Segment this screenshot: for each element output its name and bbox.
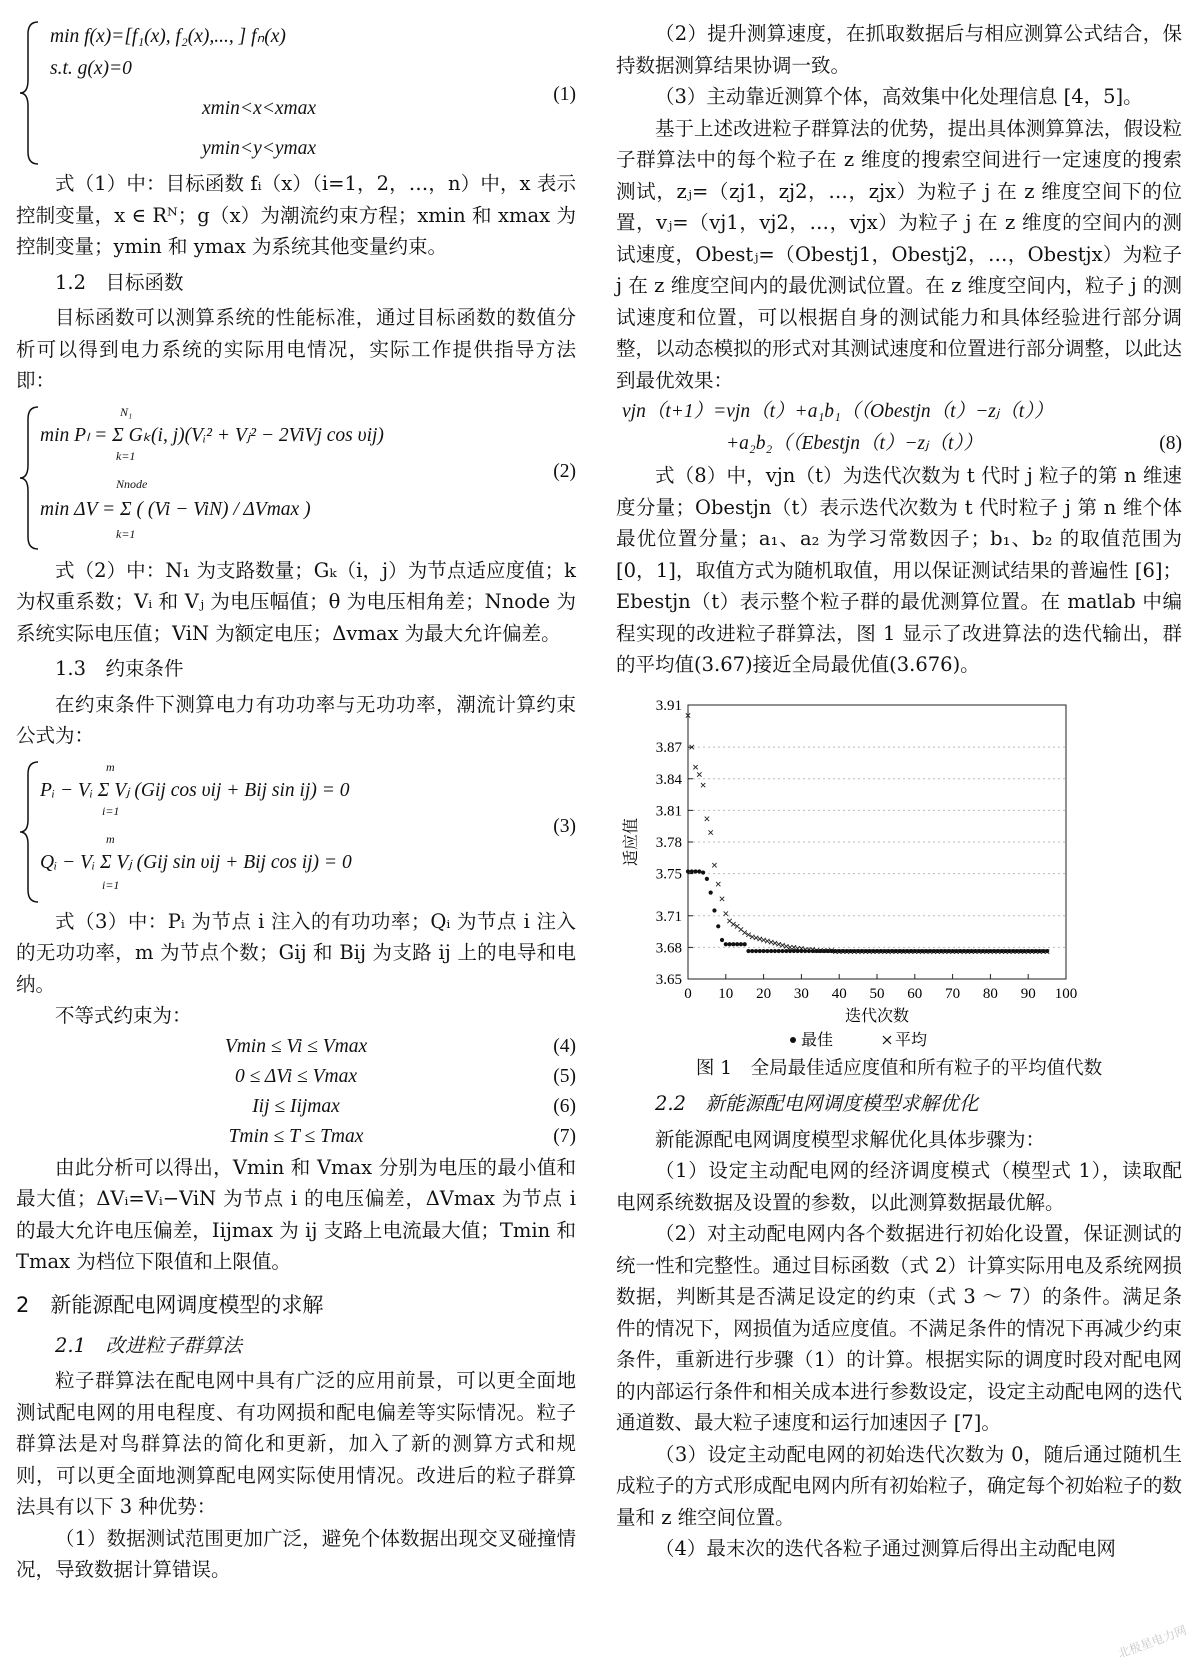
best-point [697, 869, 701, 873]
best-point [875, 948, 879, 952]
best-point [739, 942, 743, 946]
best-point [1007, 948, 1011, 952]
inequality-expr: Vmin ≤ Vi ≤ Vmax [224, 1035, 368, 1057]
inequality-7 [16, 1122, 576, 1152]
eq3-sum1-bottom: i=1 [102, 803, 120, 818]
best-point [769, 948, 773, 952]
best-point [780, 948, 784, 952]
best-point [981, 948, 985, 952]
avg-point [693, 764, 697, 768]
x-axis-label: 迭代次数 [844, 1005, 910, 1025]
legend-avg-marker [883, 1036, 891, 1044]
convergence-chart [616, 695, 1182, 1047]
brace-icon [16, 18, 46, 168]
best-point [746, 948, 750, 952]
eq8-line2: +a₂b₂（（Ebestjn（t）−zⱼ（t）） [726, 433, 983, 454]
avg-point [708, 830, 712, 834]
best-point [924, 948, 928, 952]
watermark: 北极星电力网 [1115, 1623, 1189, 1661]
best-point [792, 948, 796, 952]
best-point [943, 948, 947, 952]
inequality-number: (6) [553, 1095, 576, 1117]
best-point [1034, 948, 1038, 952]
inequality-4 [16, 1032, 576, 1062]
eq2-line1: min Pₗ = Σ Gₖ(i, j)(Vᵢ² + Vⱼ² − 2ViVj cos υij) [40, 424, 384, 446]
best-point [788, 948, 792, 952]
inequality-expr: Iij ≤ Iijmax [252, 1095, 340, 1117]
equation-8 [616, 396, 1182, 460]
best-point [886, 948, 890, 952]
right-column [616, 18, 1182, 1565]
paragraph: （2）对主动配电网内各个数据进行初始化设置，保证测试的统一性和完整性。通过目标函数（式 2）计算实际用电及系统网损数据，判断其是否满足设定的约束（式 3 ～ 7）的条件。满足条件的情况下，网损值为适应度值。不满足条件的情况下再减少约束条件，重新进行步骤（1）的计算。根据实际的调度时段对配电网的内部运行条件和相关成本进行参数设定，设定主动配电网的迭代通道数、最大粒子速度和运行加速因子 [7]。 [616, 1222, 1182, 1434]
best-point [848, 948, 852, 952]
eq3-sum1-top: m [106, 759, 115, 774]
section-heading-2-1: 2.1 改进粒子群算法 [55, 1333, 243, 1357]
best-point [962, 948, 966, 952]
eq2-sum1-bottom: k=1 [116, 448, 136, 463]
best-point [731, 942, 735, 946]
eq3-line2: Qᵢ − Vᵢ Σ Vⱼ (Gij sin υij + Bij cos ij) = 0 [40, 851, 352, 873]
avg-point [780, 943, 784, 947]
best-point [992, 948, 996, 952]
eq2-number: (2) [553, 460, 576, 482]
best-point [765, 948, 769, 952]
eq1-line3: xmin<x<xmax [202, 98, 317, 119]
y-tick-label: 3.81 [655, 802, 682, 819]
eq2-sum2-bottom: k=1 [116, 526, 136, 541]
best-point [901, 948, 905, 952]
best-point [905, 948, 909, 952]
paragraph: （1）数据测试范围更加广泛，避免个体数据出现交叉碰撞情况，导致数据计算错误。 [16, 1526, 576, 1581]
best-point [864, 948, 868, 952]
eq8-line1: vjn（t+1）=vjn（t）+a₁b₁（（Obestjn（t）−zⱼ（t）） [622, 401, 1054, 422]
eq1-line2: s.t. g(x)=0 [50, 58, 132, 79]
best-point [920, 948, 924, 952]
paragraph: （2）提升测算速度，在抓取数据后与相应测算公式结合，保持数据测算结果协调一致。 [616, 22, 1182, 77]
best-point [1041, 948, 1045, 952]
y-tick-label: 3.78 [655, 834, 682, 851]
best-point [1026, 948, 1030, 952]
x-tick-label: 50 [869, 985, 885, 1002]
avg-point [784, 944, 788, 948]
best-point [686, 869, 690, 873]
best-point [712, 908, 716, 912]
avg-point [754, 935, 758, 939]
paragraph: 式（1）中：目标函数 fᵢ（x）（i=1，2，…，n）中，x 表示控制变量，x ∈ Rᴺ；g（x）为潮流约束方程；xmin 和 xmax 为控制变量；ymin 和 ymax 为系统其他变量约束。 [16, 172, 576, 258]
figure-1 [616, 695, 1182, 1047]
best-point [1003, 948, 1007, 952]
best-point [988, 948, 992, 952]
eq2-sum1-top: N₁ [120, 404, 133, 419]
best-point [969, 948, 973, 952]
equation-1 [16, 18, 576, 168]
best-point [894, 948, 898, 952]
best-point [958, 948, 962, 952]
best-point [724, 942, 728, 946]
y-tick-label: 3.87 [655, 739, 682, 756]
best-point [818, 948, 822, 952]
best-point [833, 948, 837, 952]
x-tick-label: 100 [1054, 985, 1078, 1002]
paragraph: 粒子群算法在配电网中具有广泛的应用前景，可以更全面地测试配电网的用电程度、有功网损和配电偏差等实际情况。粒子群算法是对鸟群算法的简化和更新，加入了新的测算方式和规则，可以更全面地测算配电网实际使用情况。改进后的粒子群算法具有以下 3 种优势： [16, 1369, 576, 1518]
x-tick-label: 0 [684, 985, 692, 1002]
best-point [837, 948, 841, 952]
best-point [754, 948, 758, 952]
eq3-sum2-top: m [106, 831, 115, 846]
best-point [951, 948, 955, 952]
x-tick-label: 30 [793, 985, 809, 1002]
best-point [693, 869, 697, 873]
section-heading-2: 2 新能源配电网调度模型的求解 [16, 1292, 324, 1317]
y-tick-label: 3.75 [655, 866, 682, 883]
best-point [947, 948, 951, 952]
avg-point [724, 911, 728, 915]
best-point [913, 948, 917, 952]
avg-point [769, 939, 773, 943]
inequality-number: (5) [553, 1065, 576, 1087]
inequality-expr: Tmin ≤ T ≤ Tmax [228, 1125, 364, 1147]
best-point [879, 948, 883, 952]
best-point [773, 948, 777, 952]
avg-point [773, 940, 777, 944]
x-tick-label: 70 [945, 985, 961, 1002]
avg-point [765, 938, 769, 942]
best-point [1019, 948, 1023, 952]
y-tick-label: 3.91 [655, 697, 682, 714]
eq2-sum2-top: Nnode [116, 476, 148, 491]
best-point [954, 948, 958, 952]
eq3-line1: Pᵢ − Vᵢ Σ Vⱼ (Gij cos υij + Bij sin ij) = 0 [40, 779, 350, 801]
paragraph: 基于上述改进粒子群算法的优势，提出具体测算算法，假设粒子群算法中的每个粒子在 z 维度的搜索空间进行一定速度的搜索测试，zⱼ=（zj1，zj2，…，zjx）为粒子 j 在 z 维度空间下的位置，vⱼ=（vj1，vj2，…，vjx）为粒子 j 在 z 维度的空间内的测试速度，Obestⱼ=（Obestj1，Obestj2，…，Obestjx）为粒子 j 在 z 维度空间内的最优测试位置。在 z 维度空间内，粒子 j 的测试速度和位置，可以根据自身的测试能力和具体经验进行部分调整，以动态模拟的形式对其测试速度和位置进行部分调整，以此达到最优效果： [616, 116, 1182, 392]
best-point [1037, 948, 1041, 952]
avg-point [701, 782, 705, 786]
best-point [909, 948, 913, 952]
best-point [985, 948, 989, 952]
inequality-number: (7) [553, 1125, 576, 1147]
best-point [1045, 948, 1049, 952]
paragraph: 不等式约束为： [55, 1004, 192, 1027]
best-point [867, 948, 871, 952]
best-point [1022, 948, 1026, 952]
paragraph: 由此分析可以得出，Vmin 和 Vmax 分别为电压的最小值和最大值；ΔVᵢ=Vᵢ−ViN 为节点 i 的电压偏差，ΔVmax 为节点 i 的最大允许电压偏差，Iijmax 为 ij 支路上电流最大值；Tmin 和 Tmax 为档位下限值和上限值。 [16, 1155, 576, 1273]
paragraph: 式（3）中：Pᵢ 为节点 i 注入的有功功率；Qᵢ 为节点 i 注入的无功功率，m 为节点个数；Gij 和 Bij 为支路 ij 上的电导和电纳。 [16, 909, 576, 996]
section-heading-1-3: 1.3 约束条件 [55, 657, 184, 680]
eq8-number: (8) [1159, 433, 1182, 454]
paragraph: （3）主动靠近测算个体，高效集中化处理信息 [4，5]。 [655, 85, 1143, 108]
x-tick-label: 10 [718, 985, 734, 1002]
y-axis-label: 适应值 [621, 817, 640, 866]
avg-point [716, 881, 720, 885]
best-point [826, 948, 830, 952]
best-point [822, 948, 826, 952]
y-tick-label: 3.84 [655, 771, 682, 788]
avg-point [758, 936, 762, 940]
best-point [860, 948, 864, 952]
section-heading-2-2: 2.2 新能源配电网调度模型求解优化 [655, 1092, 979, 1115]
eq3-sum2-bottom: i=1 [102, 877, 120, 892]
best-point [716, 924, 720, 928]
best-point [799, 948, 803, 952]
avg-point [705, 816, 709, 820]
best-point [735, 942, 739, 946]
eq2-line2: min ΔV = Σ ( (Vi − ViN) / ΔVmax ) [40, 498, 311, 520]
equation-2 [16, 403, 576, 555]
inequality-expr: 0 ≤ ΔVi ≤ Vmax [234, 1065, 358, 1087]
best-point [709, 890, 713, 894]
legend-avg-label: 平均 [895, 1029, 928, 1047]
best-point [935, 948, 939, 952]
best-point [690, 869, 694, 873]
best-point [743, 942, 747, 946]
left-column [16, 18, 576, 1586]
best-point [890, 948, 894, 952]
best-point [727, 942, 731, 946]
best-point [856, 948, 860, 952]
best-point [811, 948, 815, 952]
best-point [758, 948, 762, 952]
best-point [852, 948, 856, 952]
best-point [830, 948, 834, 952]
best-point [898, 948, 902, 952]
avg-point [761, 937, 765, 941]
best-point [803, 948, 807, 952]
best-point [807, 948, 811, 952]
best-point [1000, 948, 1004, 952]
x-tick-label: 90 [1020, 985, 1036, 1002]
eq3-number: (3) [553, 815, 576, 837]
best-point [928, 948, 932, 952]
best-point [784, 948, 788, 952]
figure-caption: 图 1 全局最佳适应度值和所有粒子的平均值代数 [695, 1057, 1103, 1079]
best-point [977, 948, 981, 952]
best-point [1030, 948, 1034, 952]
avg-point [777, 942, 781, 946]
x-tick-label: 20 [756, 985, 772, 1002]
best-point [916, 948, 920, 952]
x-tick-label: 80 [982, 985, 998, 1002]
avg-point [697, 772, 701, 776]
paragraph: （4）最末次的迭代各粒子通过测算后得出主动配电网 [655, 1537, 1116, 1560]
best-point [720, 937, 724, 941]
paragraph: 新能源配电网调度模型求解优化具体步骤为： [655, 1127, 1046, 1151]
avg-point [720, 896, 724, 900]
best-point [996, 948, 1000, 952]
paragraph: （1）设定主动配电网的经济调度模式（模型式 1），读取配电网系统数据及设置的参数，以此测算数据最优解。 [616, 1159, 1182, 1214]
avg-point [792, 945, 796, 949]
legend-best-label: 最佳 [801, 1029, 834, 1047]
x-tick-label: 60 [907, 985, 923, 1002]
paragraph: 式（2）中：N₁ 为支路数量；Gₖ（i，j）为节点适应度值；k 为权重系数；Vᵢ 和 Vⱼ 为电压幅值；θ 为电压相角差；Nnode 为系统实际电压值；ViN 为额定电压；Δvmax 为最大允许偏差。 [16, 558, 576, 645]
avg-point [712, 862, 716, 866]
section-heading-1-2: 1.2 目标函数 [55, 270, 184, 294]
best-point [701, 870, 705, 874]
best-point [762, 948, 766, 952]
best-point [882, 948, 886, 952]
legend-best-marker [790, 1037, 796, 1043]
eq1-line1: min f(x)=[f₁(x), f₂(x),..., ] fₙ(x) [50, 26, 286, 47]
best-point [939, 948, 943, 952]
paragraph: 在约束条件下测算电力有功功率与无功功率，潮流计算约束公式为： [16, 692, 576, 747]
best-point [973, 948, 977, 952]
inequality-number: (4) [553, 1035, 576, 1057]
best-point [750, 948, 754, 952]
best-point [845, 948, 849, 952]
inequality-5 [16, 1062, 576, 1092]
best-point [1011, 948, 1015, 952]
paragraph: 目标函数可以测算系统的性能标准，通过目标函数的数值分析可以得到电力系统的实际用电情况，实际工作提供指导方法即： [16, 306, 576, 392]
best-point [705, 876, 709, 880]
y-tick-label: 3.65 [655, 971, 682, 988]
eq1-number: (1) [553, 84, 576, 105]
eq1-line4: ymin<y<ymax [202, 138, 317, 159]
x-tick-label: 40 [831, 985, 847, 1002]
paragraph: （3）设定主动配电网的初始迭代次数为 0，随后通过随机生成粒子的方式形成配电网内所有初始粒子，确定每个初始粒子的数量和 z 维空间位置。 [616, 1442, 1182, 1529]
best-point [1015, 948, 1019, 952]
best-point [871, 948, 875, 952]
paragraph: 式（8）中，vjn（t）为迭代次数为 t 代时 j 粒子的第 n 维速度分量；Obestjn（t）表示迭代次数为 t 代时粒子 j 第 n 维个体最优位置分量；a₁、a₂ 为学习常数因子；b₁、b₂ 的取值范围为 [0，1]，取值方式为随机取值，用以保证测试结果的普遍性 [6]；Ebestjn（t）表示整个粒子群的最优测算位置。在 matlab 中编程实现的改进粒子群算法，图 1 显示了改进算法的迭代输出，群的平均值(3.67)接近全局最优值(3.676)。 [616, 464, 1182, 676]
best-point [841, 948, 845, 952]
y-tick-label: 3.71 [655, 908, 682, 925]
best-point [777, 948, 781, 952]
y-tick-label: 3.68 [655, 939, 682, 956]
best-point [966, 948, 970, 952]
best-point [796, 948, 800, 952]
best-point [932, 948, 936, 952]
best-point [814, 948, 818, 952]
equation-3 [16, 758, 576, 906]
inequality-6 [16, 1092, 576, 1122]
